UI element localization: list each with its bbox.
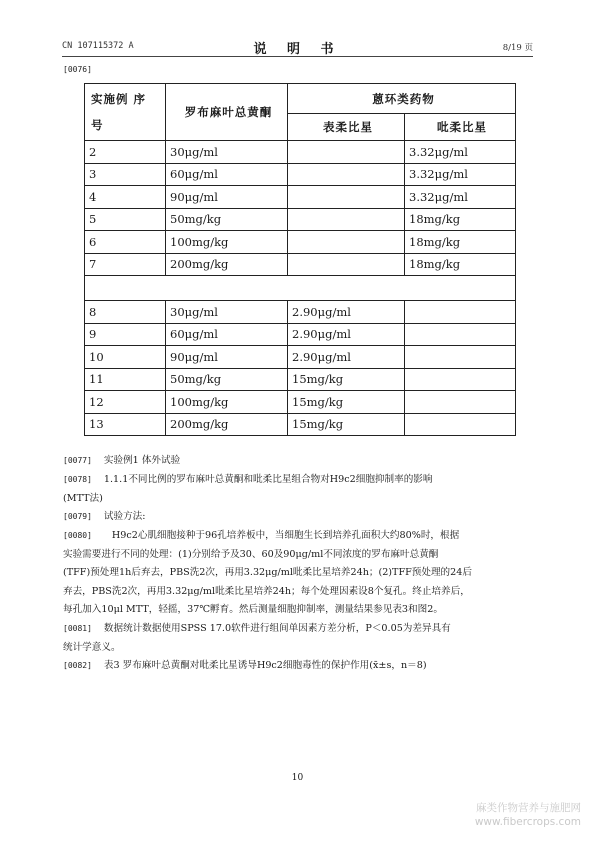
- group-separator-row: [85, 276, 516, 301]
- paragraph-0082: [0082] 表3 罗布麻叶总黄酮对吡柔比星诱导H9c2细胞毒性的保护作用(x̄±s，n＝8): [63, 660, 427, 671]
- flavonoid-dose-cell: 100mg/kg: [166, 391, 288, 414]
- table-row: [85, 231, 516, 254]
- row-number-cell: 4: [85, 186, 166, 209]
- flavonoid-dose-cell: 50mg/kg: [166, 208, 288, 231]
- pirarubicin-dose-cell: [405, 323, 516, 346]
- flavonoid-dose-cell: 90μg/ml: [166, 186, 288, 209]
- pirarubicin-dose-cell: 18mg/kg: [405, 208, 516, 231]
- epirubicin-dose-cell: [288, 163, 405, 186]
- epirubicin-dose-cell: [288, 208, 405, 231]
- table-row: [85, 301, 516, 324]
- paragraph-0080: [0080] H9c2心肌细胞接种于96孔培养板中，当细胞生长到培养孔面积大约80%时，根据 实验需要进行不同的处理：(1)分别给予及30、60及90μg/ml不同浓度的罗布麻叶总黄酮 (TFF)预处理1h后弃去，PBS洗2次，再用3.32μg/ml吡柔比星培养24h；(2)TFF预处理的24后 弃去，PBS洗2次，再用3.32μg/ml吡柔比星培养24h；每个处理因素设8个复孔。终止培养后， 每孔加入10μl MTT，轻摇，37℃孵育。然后测量细胞抑制率，测量结果参见表3和图2。: [63, 530, 472, 616]
- row-number-cell: 11: [85, 368, 166, 391]
- pirarubicin-dose-cell: [405, 301, 516, 324]
- row-number-cell: 2: [85, 141, 166, 164]
- paragraph-0079: [0079] 试验方法:: [63, 511, 146, 522]
- pirarubicin-dose-cell: [405, 391, 516, 414]
- table-row: [85, 323, 516, 346]
- flavonoid-dose-cell: 30μg/ml: [166, 301, 288, 324]
- page-indicator: 8/19 页: [502, 43, 533, 53]
- epirubicin-dose-cell: 15mg/kg: [288, 391, 405, 414]
- table-row: [85, 163, 516, 186]
- pirarubicin-dose-cell: [405, 346, 516, 369]
- document-type-title: 说 明 书: [253, 42, 342, 57]
- page-number: 10: [291, 773, 304, 783]
- flavonoid-dose-cell: 90μg/ml: [166, 346, 288, 369]
- header-anthracycline: 蒽环类药物: [288, 84, 516, 114]
- header-flavonoid: 罗布麻叶总黄酮: [166, 84, 288, 141]
- pirarubicin-dose-cell: 3.32μg/ml: [405, 141, 516, 164]
- row-number-cell: 10: [85, 346, 166, 369]
- watermark-url: www.fibercrops.com: [474, 816, 581, 828]
- header-divider: [62, 56, 533, 57]
- epirubicin-dose-cell: [288, 253, 405, 276]
- row-number-cell: 9: [85, 323, 166, 346]
- header-pirarubicin: 吡柔比星: [405, 114, 516, 141]
- paragraph-0078: [0078] 1.1.1不同比例的罗布麻叶总黄酮和吡柔比星组合物对H9c2细胞抑制率的影响 (MTT法): [63, 474, 433, 504]
- epirubicin-dose-cell: [288, 186, 405, 209]
- flavonoid-dose-cell: 50mg/kg: [166, 368, 288, 391]
- row-number-cell: 3: [85, 163, 166, 186]
- flavonoid-dose-cell: 200mg/kg: [166, 253, 288, 276]
- watermark-site-name: 麻类作物营养与施肥网: [476, 802, 581, 814]
- row-number-cell: 12: [85, 391, 166, 414]
- paragraph-number-0076: [0076]: [63, 65, 92, 74]
- epirubicin-dose-cell: [288, 141, 405, 164]
- row-number-cell: 13: [85, 413, 166, 436]
- flavonoid-dose-cell: 200mg/kg: [166, 413, 288, 436]
- table-row: [85, 368, 516, 391]
- epirubicin-dose-cell: 2.90μg/ml: [288, 301, 405, 324]
- pirarubicin-dose-cell: [405, 368, 516, 391]
- table-row: [85, 413, 516, 436]
- row-number-cell: 6: [85, 231, 166, 254]
- epirubicin-dose-cell: [288, 231, 405, 254]
- table-row: [85, 208, 516, 231]
- pirarubicin-dose-cell: 18mg/kg: [405, 231, 516, 254]
- row-number-cell: 5: [85, 208, 166, 231]
- pirarubicin-dose-cell: 3.32μg/ml: [405, 163, 516, 186]
- separator-cell: [85, 276, 516, 301]
- table-row: [85, 346, 516, 369]
- pirarubicin-dose-cell: 3.32μg/ml: [405, 186, 516, 209]
- epirubicin-dose-cell: 15mg/kg: [288, 413, 405, 436]
- epirubicin-dose-cell: 2.90μg/ml: [288, 323, 405, 346]
- table-row: [85, 253, 516, 276]
- pirarubicin-dose-cell: [405, 413, 516, 436]
- header-epirubicin: 表柔比星: [288, 114, 405, 141]
- table-row: [85, 141, 516, 164]
- dosage-table: [84, 83, 516, 436]
- epirubicin-dose-cell: 2.90μg/ml: [288, 346, 405, 369]
- flavonoid-dose-cell: 30μg/ml: [166, 141, 288, 164]
- paragraph-0081: [0081] 数据统计数据使用SPSS 17.0软件进行组间单因素方差分析，P＜0.05为差异具有 统计学意义。: [63, 623, 451, 653]
- patent-number: CN 107115372 A: [62, 41, 134, 51]
- table-row: [85, 186, 516, 209]
- flavonoid-dose-cell: 60μg/ml: [166, 323, 288, 346]
- flavonoid-dose-cell: 100mg/kg: [166, 231, 288, 254]
- row-number-cell: 8: [85, 301, 166, 324]
- page-header: [62, 38, 533, 57]
- row-number-cell: 7: [85, 253, 166, 276]
- table-row: [85, 391, 516, 414]
- header-example-number: 实施例 序号: [85, 84, 166, 141]
- watermark: [475, 801, 581, 829]
- flavonoid-dose-cell: 60μg/ml: [166, 163, 288, 186]
- epirubicin-dose-cell: 15mg/kg: [288, 368, 405, 391]
- pirarubicin-dose-cell: 18mg/kg: [405, 253, 516, 276]
- paragraph-0077: [0077] 实验例1 体外试验: [63, 455, 181, 466]
